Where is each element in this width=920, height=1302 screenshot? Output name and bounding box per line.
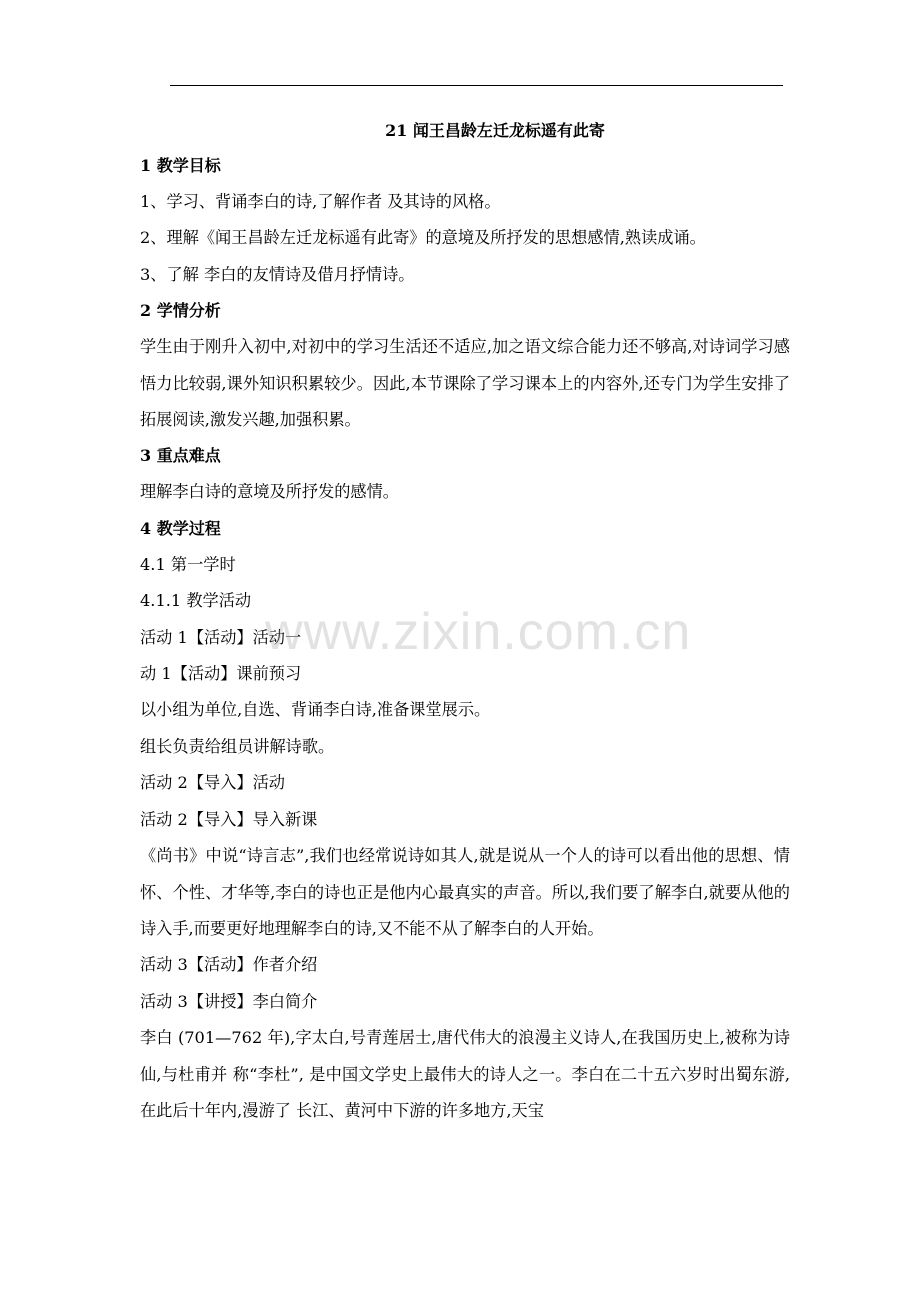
section-heading-analysis: 2 学情分析 (140, 301, 221, 321)
analysis-paragraph: 学生由于刚升入初中,对初中的学习生活还不适应,加之语文综合能力还不够高,对诗词学习感悟力比较弱,课外知识积累较少。因此,本节课除了学习课本上的内容外,还专门为学生安排了拓展阅读,激发兴趣,加强积累。 (140, 337, 790, 430)
biography-paragraph: 李白 (701—762 年),字太白,号青莲居士,唐代伟大的浪漫主义诗人,在我国历史上,被称为诗仙,与杜甫并 称“李杜”, 是中国文学史上最伟大的诗人之一。李白在二十五六岁时出蜀东游,在此后十年内,漫游了 长江、黄河中下游的许多地方,天宝 (140, 1028, 790, 1120)
process-line: 4.1 第一学时 (140, 554, 236, 574)
process-line: 活动 3【讲授】李白简介 (140, 991, 318, 1011)
process-line: 组长负责给组员讲解诗歌。 (140, 736, 335, 756)
header-rule (170, 85, 783, 86)
key-points-text: 理解李白诗的意境及所抒发的感情。 (140, 482, 399, 502)
process-line: 活动 1【活动】活动一 (140, 627, 302, 647)
process-line: 4.1.1 教学活动 (140, 591, 252, 611)
process-line: 以小组为单位,自选、背诵李白诗,准备课堂展示。 (140, 700, 491, 720)
process-line: 活动 2【导入】活动 (140, 773, 285, 793)
process-line: 活动 3【活动】作者介绍 (140, 955, 318, 975)
objective-item: 2、理解《闻王昌龄左迁龙标遥有此寄》的意境及所抒发的思想感情,熟读成诵。 (140, 228, 706, 248)
section-heading-process: 4 教学过程 (140, 518, 221, 538)
process-line: 活动 2【导入】导入新课 (140, 809, 318, 829)
document-body (140, 114, 790, 1129)
section-heading-key-points: 3 重点难点 (140, 446, 221, 466)
section-heading-objectives: 1 教学目标 (140, 156, 221, 175)
intro-paragraph: 《尚书》中说“诗言志”,我们也经常说诗如其人,就是说从一个人的诗可以看出他的思想、情怀、个性、才华等,李白的诗也正是他内心最真实的声音。所以,我们要了解李白,就要从他的诗入手,而要更好地理解李白的诗,又不能不从了解李白的人开始。 (140, 846, 790, 938)
document-title: 21 闻王昌龄左迁龙标遥有此寄 (385, 121, 605, 140)
objective-item: 3、了解 李白的友情诗及借月抒情诗。 (140, 264, 415, 284)
watermark: www.zixin.com.cn (265, 603, 692, 661)
process-line: 动 1【活动】课前预习 (140, 664, 302, 684)
objective-item: 1、学习、背诵李白的诗,了解作者 及其诗的风格。 (140, 192, 501, 211)
